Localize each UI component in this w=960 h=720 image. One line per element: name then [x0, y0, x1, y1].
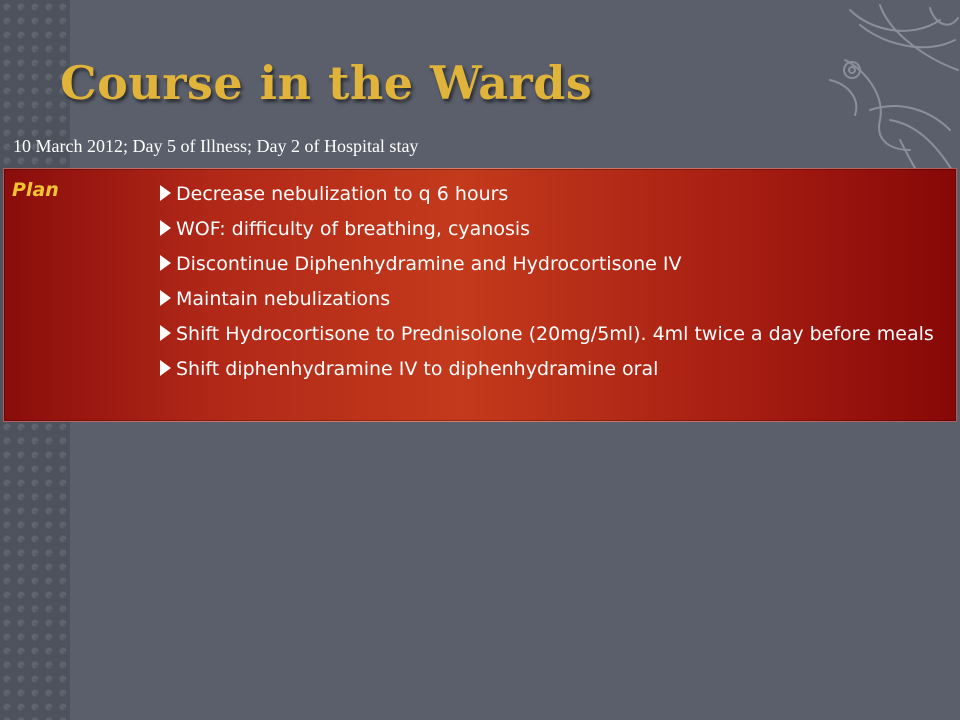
arrow-bullet-icon — [160, 290, 171, 306]
plan-item-text: Discontinue Diphenhydramine and Hydrocortisone IV — [176, 253, 682, 275]
plan-item — [160, 212, 940, 247]
arrow-bullet-icon — [160, 360, 171, 376]
plan-item — [160, 247, 940, 282]
plan-item-text: Shift diphenhydramine IV to diphenhydramine oral — [176, 358, 659, 380]
plan-item-text: Shift Hydrocortisone to Prednisolone (20mg/5ml). 4ml twice a day before meals — [176, 323, 934, 345]
arrow-bullet-icon — [160, 255, 171, 271]
slide-subtitle: 10 March 2012; Day 5 of Illness; Day 2 of Hospital stay — [13, 136, 419, 156]
plan-label: Plan — [12, 179, 59, 201]
plan-item-text: Decrease nebulization to q 6 hours — [176, 183, 509, 205]
arrow-bullet-icon — [160, 325, 171, 341]
plan-item-text: Maintain nebulizations — [176, 288, 391, 310]
plan-item — [160, 177, 940, 212]
plan-section — [3, 168, 957, 422]
arrow-bullet-icon — [160, 220, 171, 236]
slide-title: Course in the Wards — [60, 56, 593, 110]
plan-item — [160, 282, 940, 317]
plan-item — [160, 352, 940, 387]
plan-list — [160, 177, 940, 387]
plan-item-text: WOF: difficulty of breathing, cyanosis — [176, 218, 531, 240]
arrow-bullet-icon — [160, 185, 171, 201]
plan-item — [160, 317, 940, 352]
